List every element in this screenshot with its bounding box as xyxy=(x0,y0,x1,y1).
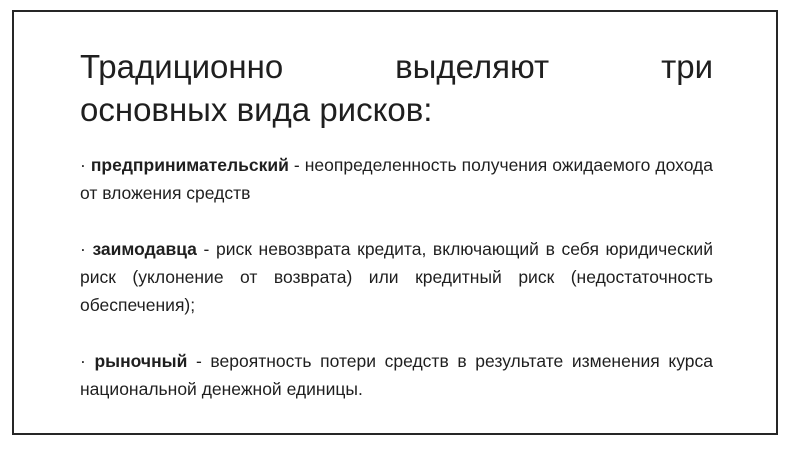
bullet: · xyxy=(80,351,86,371)
bullet: · xyxy=(80,239,86,259)
slide-title xyxy=(80,45,713,131)
bullet: · xyxy=(80,155,86,175)
risk-item-lender xyxy=(80,235,713,319)
risk-term: рыночный xyxy=(94,351,188,371)
slide-title-line-1: Традиционно выделяют три xyxy=(80,48,713,85)
risk-definition: - риск невозврата кредита, включающий в себя юридический риск (уклонение от возврата) или кредитный риск (недостаточность обеспечения); xyxy=(80,239,713,315)
risk-term: предпринимательский xyxy=(90,155,289,175)
slide-frame xyxy=(12,10,778,435)
risk-term: заимодавца xyxy=(92,239,197,259)
slide-title-line-2: основных вида рисков: xyxy=(80,91,433,128)
risk-item-entrepreneurial xyxy=(80,151,713,207)
risk-definition: - неопределенность получения ожидаемого дохода от вложения средств xyxy=(80,155,713,203)
risk-definition: - вероятность потери средств в результате изменения курса национальной денежной единицы. xyxy=(80,351,713,399)
risk-item-market xyxy=(80,347,713,403)
risk-list xyxy=(80,151,713,403)
slide-content xyxy=(80,45,713,403)
